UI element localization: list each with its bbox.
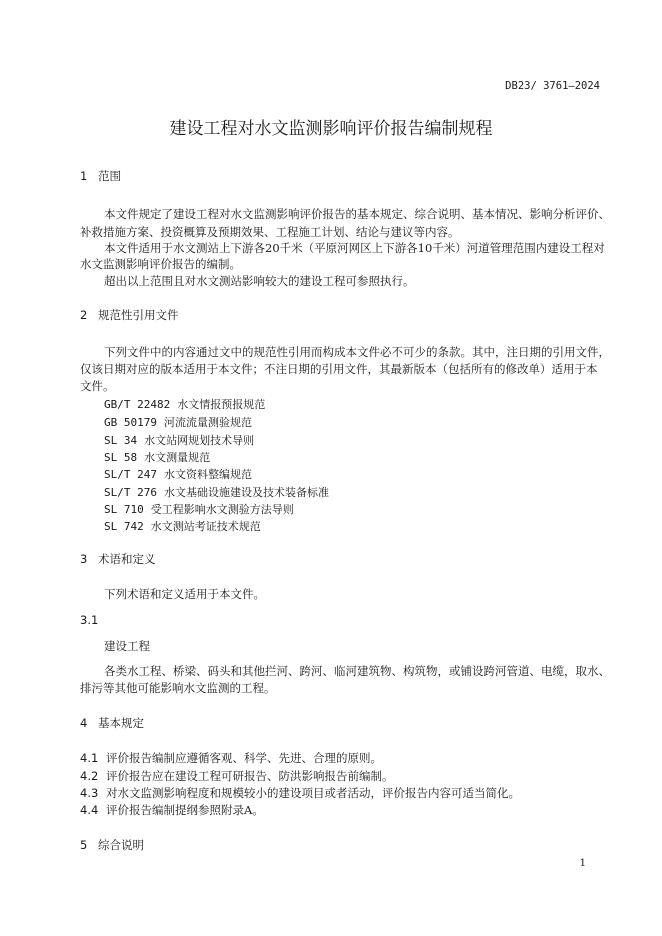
page-number: 1 xyxy=(579,858,586,869)
section-1-heading xyxy=(80,168,121,184)
page-title: 建设工程对水文监测影响评价报告编制规程 xyxy=(169,119,493,139)
section-title: 综合说明 xyxy=(98,838,144,852)
reference-name: 水文资料整编规范 xyxy=(163,468,252,481)
reference-code: GB 50179 xyxy=(104,416,157,429)
section-3-heading xyxy=(80,551,156,567)
section-number: 4 xyxy=(80,716,88,730)
standard-code: DB23/ 3761—2024 xyxy=(505,80,600,92)
term-heading: 建设工程 xyxy=(104,639,150,653)
reference-name: 水文基础设施建设及技术装备标准 xyxy=(163,486,329,499)
reference-code: SL/T 276 xyxy=(104,486,157,499)
reference-code: SL/T 247 xyxy=(104,468,157,481)
reference-item xyxy=(104,484,329,500)
section-2-heading xyxy=(80,307,179,323)
reference-code: SL 710 xyxy=(104,503,144,516)
reference-code: SL 58 xyxy=(104,451,138,464)
scope-paragraph-2-line-1: 本文件适用于水文测站上下游各20千米（平原河网区上下游各10千米）河道管理范围内建设工程对 xyxy=(104,241,605,255)
normative-intro-line-2: 仅该日期对应的版本适用于本文件；不注日期的引用文件，其最新版本（包括所有的修改单）适用于本 xyxy=(80,362,598,376)
clause-text: 评价报告应在建设工程可研报告、防洪影响报告前编制。 xyxy=(106,769,394,783)
reference-name: 水文情报预报规范 xyxy=(177,398,266,411)
reference-name: 受工程影响水文测验方法导则 xyxy=(150,503,294,516)
normative-intro-line-3: 文件。 xyxy=(80,379,115,393)
section-number: 5 xyxy=(80,838,88,852)
reference-item xyxy=(104,518,261,534)
reference-name: 水文测站考证技术规范 xyxy=(150,520,261,533)
term-definition-line-1: 各类水工程、桥梁、码头和其他拦河、跨河、临河建筑物、构筑物，或铺设跨河管道、电缆，取水、 xyxy=(104,664,610,678)
clause-number: 4.1 xyxy=(80,751,99,765)
clause-item xyxy=(80,768,394,784)
section-title: 规范性引用文件 xyxy=(98,308,179,322)
term-definition-line-2: 排污等其他可能影响水文监测的工程。 xyxy=(80,681,276,695)
clause-item xyxy=(80,785,520,801)
section-title: 术语和定义 xyxy=(98,552,156,566)
normative-intro-line-1: 下列文件中的内容通过文中的规范性引用而构成本文件必不可少的条款。其中，注日期的引用文件， xyxy=(104,345,610,359)
reference-code: GB/T 22482 xyxy=(104,398,171,411)
scope-paragraph-3: 超出以上范围且对水文测站影响较大的建设工程可参照执行。 xyxy=(104,274,415,288)
clause-item xyxy=(80,802,264,818)
reference-code: SL 742 xyxy=(104,520,144,533)
scope-paragraph-1-line-1: 本文件规定了建设工程对水文监测影响评价报告的基本规定、综合说明、基本情况、影响分析评价、 xyxy=(104,207,610,221)
reference-name: 水文站网规划技术导则 xyxy=(144,434,255,447)
clause-text: 评价报告编制提纲参照附录A。 xyxy=(106,803,264,817)
clause-number: 4.3 xyxy=(80,786,99,800)
section-title: 基本规定 xyxy=(98,716,144,730)
reference-name: 水文测量规范 xyxy=(144,451,211,464)
scope-paragraph-1-line-2: 补救措施方案、投资概算及预期效果、工程施工计划、结论与建议等内容。 xyxy=(80,225,460,239)
reference-item xyxy=(104,396,265,412)
reference-name: 河流流量测验规范 xyxy=(163,416,252,429)
section-number: 1 xyxy=(80,169,88,183)
reference-item xyxy=(104,449,210,465)
reference-item xyxy=(104,414,252,430)
reference-item xyxy=(104,466,252,482)
terms-intro: 下列术语和定义适用于本文件。 xyxy=(104,587,265,601)
clause-number: 4.4 xyxy=(80,803,99,817)
clause-text: 对水文监测影响程度和规模较小的建设项目或者活动，评价报告内容可适当简化。 xyxy=(106,786,520,800)
term-number: 3.1 xyxy=(80,613,99,627)
scope-paragraph-2-line-2: 水文监测影响评价报告的编制。 xyxy=(80,257,241,271)
section-number: 3 xyxy=(80,552,88,566)
clause-number: 4.2 xyxy=(80,769,99,783)
section-number: 2 xyxy=(80,308,88,322)
section-5-heading xyxy=(80,837,144,853)
section-title: 范围 xyxy=(98,169,121,183)
reference-item xyxy=(104,501,294,517)
clause-text: 评价报告编制应遵循客观、科学、先进、合理的原则。 xyxy=(106,751,382,765)
section-4-heading xyxy=(80,715,144,731)
reference-item xyxy=(104,432,254,448)
clause-item xyxy=(80,750,382,766)
reference-code: SL 34 xyxy=(104,434,138,447)
